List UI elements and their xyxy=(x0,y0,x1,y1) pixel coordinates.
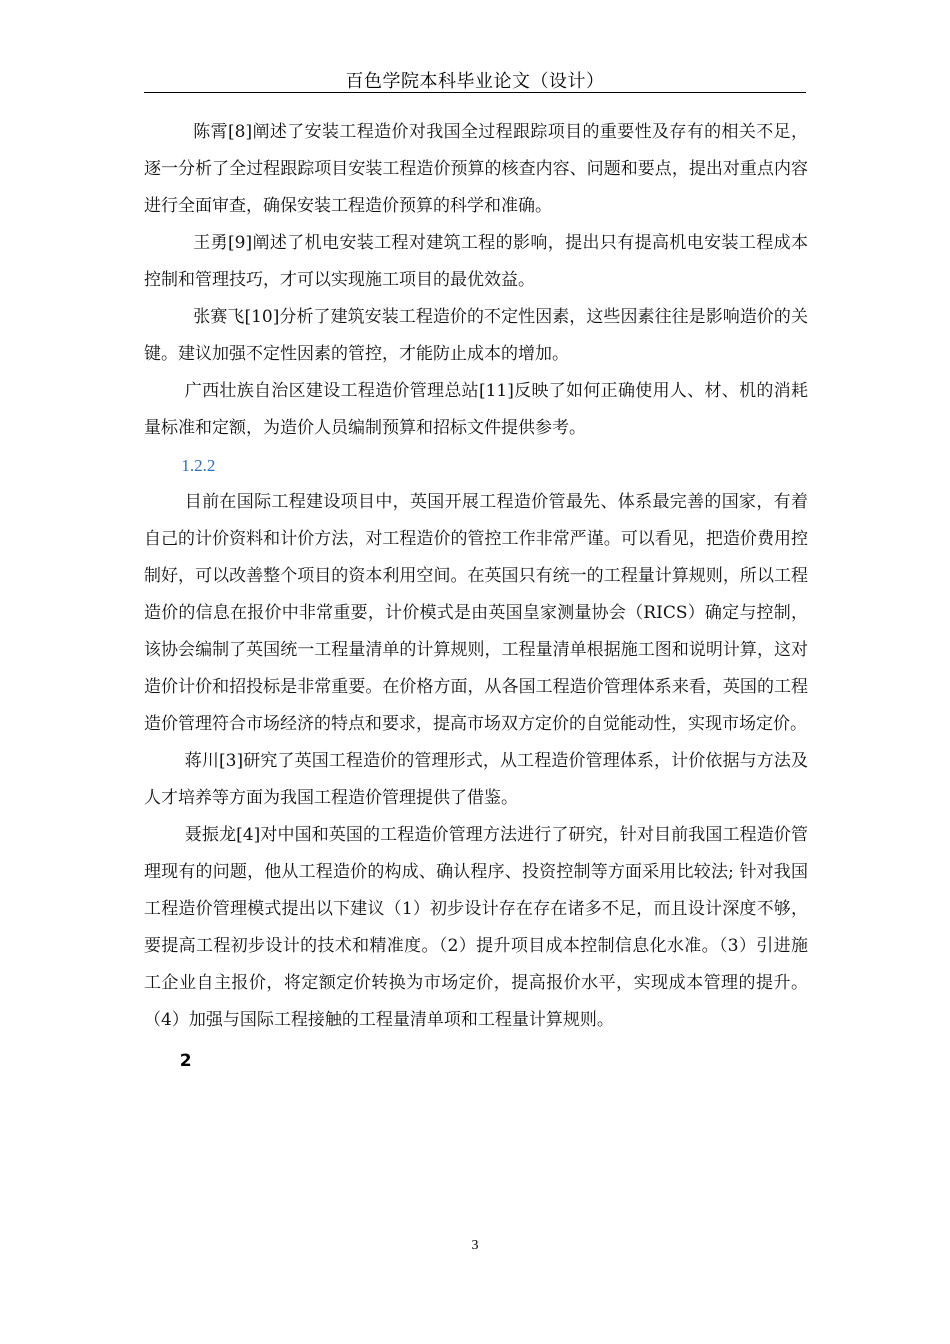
paragraph-zhang-saifei: 张赛飞[10]分析了建筑安装工程造价的不定性因素，这些因素往往是影响造价的关键。建议加强不定性因素的管控，才能防止成本的增加。 xyxy=(144,307,808,364)
document-body xyxy=(144,114,808,1080)
paragraph-wang-yong: 王勇[9]阐述了机电安装工程对建筑工程的影响，提出只有提高机电安装工程成本控制和管理技巧，才可以实现施工项目的最优效益。 xyxy=(144,233,808,290)
header-divider xyxy=(144,92,806,93)
paragraph-guangxi-station: 广西壮族自治区建设工程造价管理总站[11]反映了如何正确使用人、材、机的消耗量标准和定额，为造价人员编制预算和招标文件提供参考。 xyxy=(144,381,808,438)
page-number: 3 xyxy=(471,1238,479,1253)
paragraph-uk-overview: 目前在国际工程建设项目中，英国开展工程造价管最先、体系最完善的国家，有着自己的计价资料和计价方法，对工程造价的管控工作非常严谨。可以看见，把造价费用控制好，可以改善整个项目的资本利用空间。在英国只有统一的工程量计算规则，所以工程造价的信息在报价中非常重要，计价模式是由英国皇家测量协会（RICS）确定与控制，该协会编制了英国统一工程量清单的计算规则，工程量清单根据施工图和说明计算，这对造价计价和招投标是非常重要。在价格方面，从各国工程造价管理体系来看，英国的工程造价管理符合市场经济的特点和要求，提高市场双方定价的自觉能动性，实现市场定价。 xyxy=(144,492,808,734)
paragraph-nie-zhenlong: 聂振龙[4]对中国和英国的工程造价管理方法进行了研究，针对目前我国工程造价管理现有的问题，他从工程造价的构成、确认程序、投资控制等方面采用比较法; 针对我国工程造价管理模式提出以下建议（1）初步设计存在存在诸多不足，而且设计深度不够，要提高工程初步设计的技术和精准度。（2）提升项目成本控制信息化水准。（3）引进施工企业自主报价，将定额定价转换为市场定价，提高报价水平，实现成本管理的提升。（4）加强与国际工程接触的工程量清单项和工程量计算规则。 xyxy=(144,825,808,1030)
chapter-heading-number: 2 xyxy=(179,1051,192,1071)
paragraph-chen-xiao: 陈霄[8]阐述了安装工程造价对我国全过程跟踪项目的重要性及存有的相关不足，逐一分析了全过程跟踪项目安装工程造价预算的核查内容、问题和要点，提出对重点内容进行全面审查，确保安装工程造价预算的科学和准确。 xyxy=(144,122,808,216)
section-heading-number: 1.2.2 xyxy=(181,456,216,475)
page-header-title: 百色学院本科毕业论文（设计） xyxy=(345,71,605,92)
paragraph-jiang-chuan: 蒋川[3]研究了英国工程造价的管理形式，从工程造价管理体系，计价依据与方法及人才培养等方面为我国工程造价管理提供了借鉴。 xyxy=(144,751,808,808)
